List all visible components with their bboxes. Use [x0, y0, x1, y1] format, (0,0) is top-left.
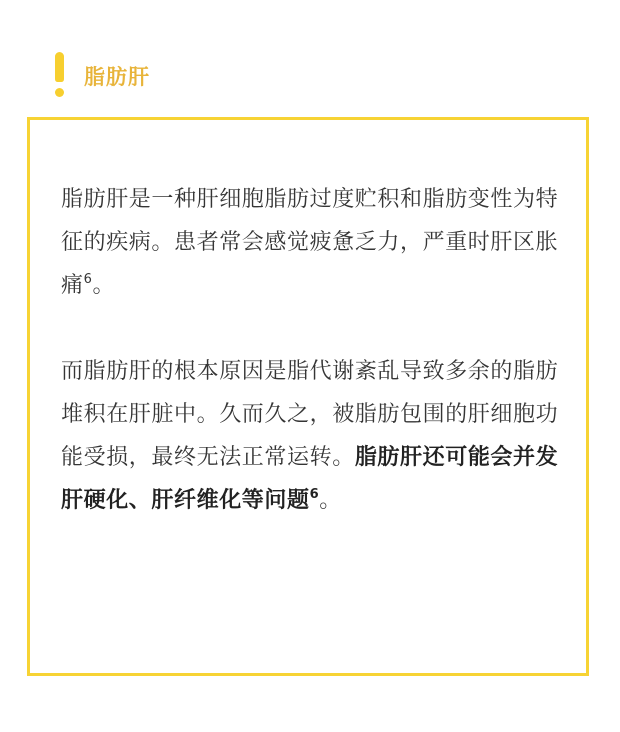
- card-content: [61, 178, 561, 522]
- exclamation-icon: [50, 52, 70, 100]
- paragraph-cause-text: 而脂肪肝的根本原因是脂代谢紊乱导致多余的脂肪堆积在肝脏中。久而久之，被脂肪包围的肝细胞功能受损，最终无法正常运转。: [61, 359, 559, 470]
- reference-marker: 6: [83, 272, 93, 287]
- reference-marker: 6: [309, 487, 320, 502]
- paragraph-cause-emphasis: 脂肪肝还可能会并发肝硬化、肝纤维化等问题: [61, 445, 559, 513]
- paragraph-cause-tail: 。: [319, 488, 342, 513]
- section-header: [50, 52, 150, 100]
- paragraph-definition-text: 脂肪肝是一种肝细胞脂肪过度贮积和脂肪变性为特征的疾病。患者常会感觉疲惫乏力，严重时肝区胀痛: [61, 187, 559, 298]
- paragraph-definition-tail: 。: [92, 273, 116, 298]
- paragraph-cause: [61, 350, 561, 522]
- info-card: [27, 117, 589, 676]
- paragraph-definition: [61, 178, 561, 307]
- section-title: 脂肪肝: [84, 65, 150, 89]
